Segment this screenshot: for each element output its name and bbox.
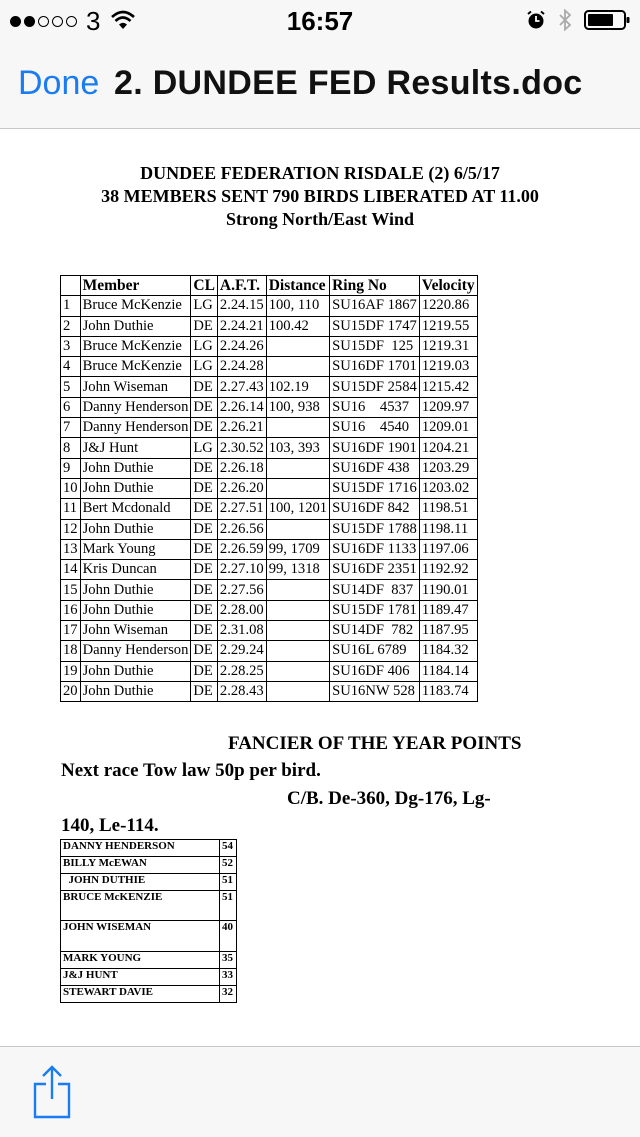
results-cell: 19 xyxy=(61,661,81,681)
doc-header-line1: DUNDEE FEDERATION RISDALE (2) 6/5/17 xyxy=(140,163,500,183)
results-cell: Bruce McKenzie xyxy=(80,336,191,356)
results-cell: 1203.29 xyxy=(419,458,477,478)
results-cell: DE xyxy=(191,458,218,478)
results-cell: 20 xyxy=(61,681,81,701)
results-cell: 2.24.15 xyxy=(217,296,266,316)
results-cell: Bruce McKenzie xyxy=(80,357,191,377)
results-cell: SU16L 6789 xyxy=(330,641,420,661)
fancier-name: BILLY McEWAN xyxy=(61,857,220,874)
results-cell: 2.31.08 xyxy=(217,621,266,641)
fancier-points: 40 xyxy=(220,921,237,952)
results-cell: LG xyxy=(191,357,218,377)
results-cell xyxy=(266,357,329,377)
results-cell: John Duthie xyxy=(80,458,191,478)
results-cell xyxy=(266,336,329,356)
fancier-points: 52 xyxy=(220,857,237,874)
results-cell: SU16DF 1133 xyxy=(330,539,420,559)
results-column-header: A.F.T. xyxy=(217,276,266,296)
results-cell: 1203.02 xyxy=(419,478,477,498)
results-cell: 4 xyxy=(61,357,81,377)
fancier-points: 33 xyxy=(220,969,237,986)
results-cell: 2.26.18 xyxy=(217,458,266,478)
results-cell: 18 xyxy=(61,641,81,661)
results-cell: 99, 1318 xyxy=(266,560,329,580)
results-cell: 3 xyxy=(61,336,81,356)
results-cell: John Duthie xyxy=(80,580,191,600)
points-row xyxy=(61,874,237,891)
results-cell: SU15DF 1747 xyxy=(330,316,420,336)
results-cell: SU15DF 125 xyxy=(330,336,420,356)
results-cell: Mark Young xyxy=(80,539,191,559)
results-cell: 2.30.52 xyxy=(217,438,266,458)
results-cell: DE xyxy=(191,580,218,600)
results-cell: 99, 1709 xyxy=(266,539,329,559)
results-row xyxy=(61,600,478,620)
results-cell: 2.26.14 xyxy=(217,397,266,417)
results-cell: 2.27.56 xyxy=(217,580,266,600)
results-cell: 1209.97 xyxy=(419,397,477,417)
results-cell: 100.42 xyxy=(266,316,329,336)
results-cell: 1198.51 xyxy=(419,499,477,519)
results-row xyxy=(61,641,478,661)
results-cell: 1220.86 xyxy=(419,296,477,316)
carrier-name: 3 xyxy=(86,6,101,36)
results-cell xyxy=(266,641,329,661)
results-column-header: Distance xyxy=(266,276,329,296)
results-row xyxy=(61,621,478,641)
status-time: 16:57 xyxy=(286,6,354,36)
results-cell: 2.24.21 xyxy=(217,316,266,336)
results-cell: DE xyxy=(191,681,218,701)
cb-line-1: C/B. De-360, Dg-176, Lg- xyxy=(287,788,491,809)
points-row xyxy=(61,857,237,874)
results-row xyxy=(61,458,478,478)
fancier-name: JOHN DUTHIE xyxy=(61,874,220,891)
points-row xyxy=(61,986,237,1003)
results-cell: John Duthie xyxy=(80,316,191,336)
bottom-toolbar xyxy=(0,1046,640,1137)
results-cell: 1198.11 xyxy=(419,519,477,539)
results-cell: 2.26.59 xyxy=(217,539,266,559)
results-cell: 1219.31 xyxy=(419,336,477,356)
results-cell: DE xyxy=(191,600,218,620)
results-cell: SU16DF 1901 xyxy=(330,438,420,458)
results-cell: DE xyxy=(191,316,218,336)
share-icon[interactable] xyxy=(32,1065,72,1124)
results-cell: LG xyxy=(191,336,218,356)
fancier-name: MARK YOUNG xyxy=(61,952,220,969)
results-cell xyxy=(266,661,329,681)
results-cell: 2.29.24 xyxy=(217,641,266,661)
results-row xyxy=(61,296,478,316)
results-row xyxy=(61,438,478,458)
results-row xyxy=(61,539,478,559)
results-cell: 100, 938 xyxy=(266,397,329,417)
results-cell: 1219.55 xyxy=(419,316,477,336)
results-cell: DE xyxy=(191,621,218,641)
results-cell: 2.27.51 xyxy=(217,499,266,519)
results-cell: SU16DF 406 xyxy=(330,661,420,681)
cb-line-2: 140, Le-114. xyxy=(61,815,159,836)
results-cell: DE xyxy=(191,539,218,559)
results-cell xyxy=(266,458,329,478)
results-cell xyxy=(266,580,329,600)
battery-icon xyxy=(584,9,630,36)
fancier-points: 51 xyxy=(220,874,237,891)
fancier-points: 51 xyxy=(220,891,237,921)
status-bar xyxy=(0,0,640,40)
results-row xyxy=(61,681,478,701)
fancier-points: 35 xyxy=(220,952,237,969)
results-cell: DE xyxy=(191,377,218,397)
fancier-points: 54 xyxy=(220,840,237,857)
navigation-bar xyxy=(0,40,640,129)
results-cell: 1190.01 xyxy=(419,580,477,600)
fancier-name: BRUCE McKENZIE xyxy=(61,891,220,921)
fancier-name: J&J HUNT xyxy=(61,969,220,986)
alarm-clock-icon xyxy=(526,10,546,35)
results-cell xyxy=(266,478,329,498)
results-column-header xyxy=(61,276,81,296)
results-cell: 1219.03 xyxy=(419,357,477,377)
results-cell: 1 xyxy=(61,296,81,316)
results-cell: SU16AF 1867 xyxy=(330,296,420,316)
results-row xyxy=(61,418,478,438)
results-cell: 2.26.20 xyxy=(217,478,266,498)
fancier-name: JOHN WISEMAN xyxy=(61,921,220,952)
results-cell: John Duthie xyxy=(80,681,191,701)
bluetooth-icon xyxy=(558,8,572,37)
results-cell xyxy=(266,519,329,539)
results-cell: DE xyxy=(191,499,218,519)
results-row xyxy=(61,377,478,397)
fancier-points: 32 xyxy=(220,986,237,1003)
results-cell: 102.19 xyxy=(266,377,329,397)
results-cell: SU14DF 837 xyxy=(330,580,420,600)
results-cell: 11 xyxy=(61,499,81,519)
doc-header-line2: 38 MEMBERS SENT 790 BIRDS LIBERATED AT 11.00 xyxy=(101,186,539,206)
results-row xyxy=(61,336,478,356)
results-row xyxy=(61,316,478,336)
results-row xyxy=(61,661,478,681)
results-cell xyxy=(266,681,329,701)
results-cell: 10 xyxy=(61,478,81,498)
results-cell: 1183.74 xyxy=(419,681,477,701)
results-cell: SU16DF 1701 xyxy=(330,357,420,377)
results-cell: 14 xyxy=(61,560,81,580)
document-content[interactable] xyxy=(0,129,640,1046)
results-cell: 9 xyxy=(61,458,81,478)
results-cell: SU16DF 842 xyxy=(330,499,420,519)
results-cell: 1204.21 xyxy=(419,438,477,458)
results-cell: Bruce McKenzie xyxy=(80,296,191,316)
results-cell: 2.28.43 xyxy=(217,681,266,701)
results-cell: 1189.47 xyxy=(419,600,477,620)
results-column-header: Velocity xyxy=(419,276,477,296)
points-table xyxy=(60,839,237,1003)
results-cell: DE xyxy=(191,641,218,661)
points-row xyxy=(61,840,237,857)
results-cell: Danny Henderson xyxy=(80,641,191,661)
results-row xyxy=(61,560,478,580)
results-cell: 103, 393 xyxy=(266,438,329,458)
results-row xyxy=(61,519,478,539)
results-cell: SU15DF 2584 xyxy=(330,377,420,397)
fancier-name: DANNY HENDERSON xyxy=(61,840,220,857)
done-button[interactable]: Done xyxy=(18,64,100,102)
results-cell: J&J Hunt xyxy=(80,438,191,458)
results-cell: 17 xyxy=(61,621,81,641)
results-cell: John Duthie xyxy=(80,600,191,620)
points-row xyxy=(61,969,237,986)
results-cell: 6 xyxy=(61,397,81,417)
results-cell: Kris Duncan xyxy=(80,560,191,580)
points-row xyxy=(61,952,237,969)
results-cell xyxy=(266,600,329,620)
fancier-name: STEWART DAVIE xyxy=(61,986,220,1003)
results-cell: 5 xyxy=(61,377,81,397)
results-cell: 2.27.43 xyxy=(217,377,266,397)
results-cell: 2.28.00 xyxy=(217,600,266,620)
results-cell: 2.26.21 xyxy=(217,418,266,438)
results-cell: SU15DF 1716 xyxy=(330,478,420,498)
status-icons xyxy=(526,8,630,37)
results-cell: 1197.06 xyxy=(419,539,477,559)
results-cell: 1187.95 xyxy=(419,621,477,641)
next-race-note: Next race Tow law 50p per bird. xyxy=(61,760,321,781)
results-cell: 1184.32 xyxy=(419,641,477,661)
results-cell: Danny Henderson xyxy=(80,397,191,417)
results-cell xyxy=(266,621,329,641)
results-cell: SU16NW 528 xyxy=(330,681,420,701)
results-cell: 100, 110 xyxy=(266,296,329,316)
results-cell: LG xyxy=(191,438,218,458)
results-cell xyxy=(266,418,329,438)
results-cell: Bert Mcdonald xyxy=(80,499,191,519)
results-column-header: Member xyxy=(80,276,191,296)
doc-header-line3: Strong North/East Wind xyxy=(225,209,415,229)
results-cell: SU15DF 1781 xyxy=(330,600,420,620)
results-cell: SU14DF 782 xyxy=(330,621,420,641)
results-cell: 1215.42 xyxy=(419,377,477,397)
results-cell: SU16 4540 xyxy=(330,418,420,438)
results-row xyxy=(61,397,478,417)
results-cell: John Duthie xyxy=(80,661,191,681)
results-header-row xyxy=(61,276,478,296)
results-cell: 2 xyxy=(61,316,81,336)
results-row xyxy=(61,478,478,498)
results-cell: 8 xyxy=(61,438,81,458)
fancier-points-title: FANCIER OF THE YEAR POINTS xyxy=(228,733,522,754)
results-cell: John Wiseman xyxy=(80,377,191,397)
results-cell: 7 xyxy=(61,418,81,438)
results-cell: SU16 4537 xyxy=(330,397,420,417)
results-cell: DE xyxy=(191,519,218,539)
results-cell: 1192.92 xyxy=(419,560,477,580)
results-cell: 2.26.56 xyxy=(217,519,266,539)
points-row xyxy=(61,891,237,921)
results-cell: 1184.14 xyxy=(419,661,477,681)
results-cell: SU16DF 438 xyxy=(330,458,420,478)
results-column-header: Ring No xyxy=(330,276,420,296)
results-cell: 1209.01 xyxy=(419,418,477,438)
results-table xyxy=(60,275,478,702)
results-cell: DE xyxy=(191,418,218,438)
results-cell: SU16DF 2351 xyxy=(330,560,420,580)
results-cell: John Duthie xyxy=(80,478,191,498)
results-cell: DE xyxy=(191,478,218,498)
results-cell: 2.28.25 xyxy=(217,661,266,681)
document-title: 2. DUNDEE FED Results.doc xyxy=(114,64,583,102)
results-column-header: CL xyxy=(191,276,218,296)
results-cell: John Wiseman xyxy=(80,621,191,641)
results-cell: 2.24.26 xyxy=(217,336,266,356)
results-cell: 13 xyxy=(61,539,81,559)
results-row xyxy=(61,499,478,519)
results-cell: 12 xyxy=(61,519,81,539)
results-cell: John Duthie xyxy=(80,519,191,539)
results-cell: 16 xyxy=(61,600,81,620)
points-row xyxy=(61,921,237,952)
results-cell: Danny Henderson xyxy=(80,418,191,438)
results-row xyxy=(61,580,478,600)
results-cell: DE xyxy=(191,661,218,681)
results-cell: SU15DF 1788 xyxy=(330,519,420,539)
results-row xyxy=(61,357,478,377)
results-cell: 15 xyxy=(61,580,81,600)
results-cell: 2.27.10 xyxy=(217,560,266,580)
results-cell: DE xyxy=(191,397,218,417)
results-cell: LG xyxy=(191,296,218,316)
results-cell: 2.24.28 xyxy=(217,357,266,377)
results-cell: 100, 1201 xyxy=(266,499,329,519)
results-cell: DE xyxy=(191,560,218,580)
